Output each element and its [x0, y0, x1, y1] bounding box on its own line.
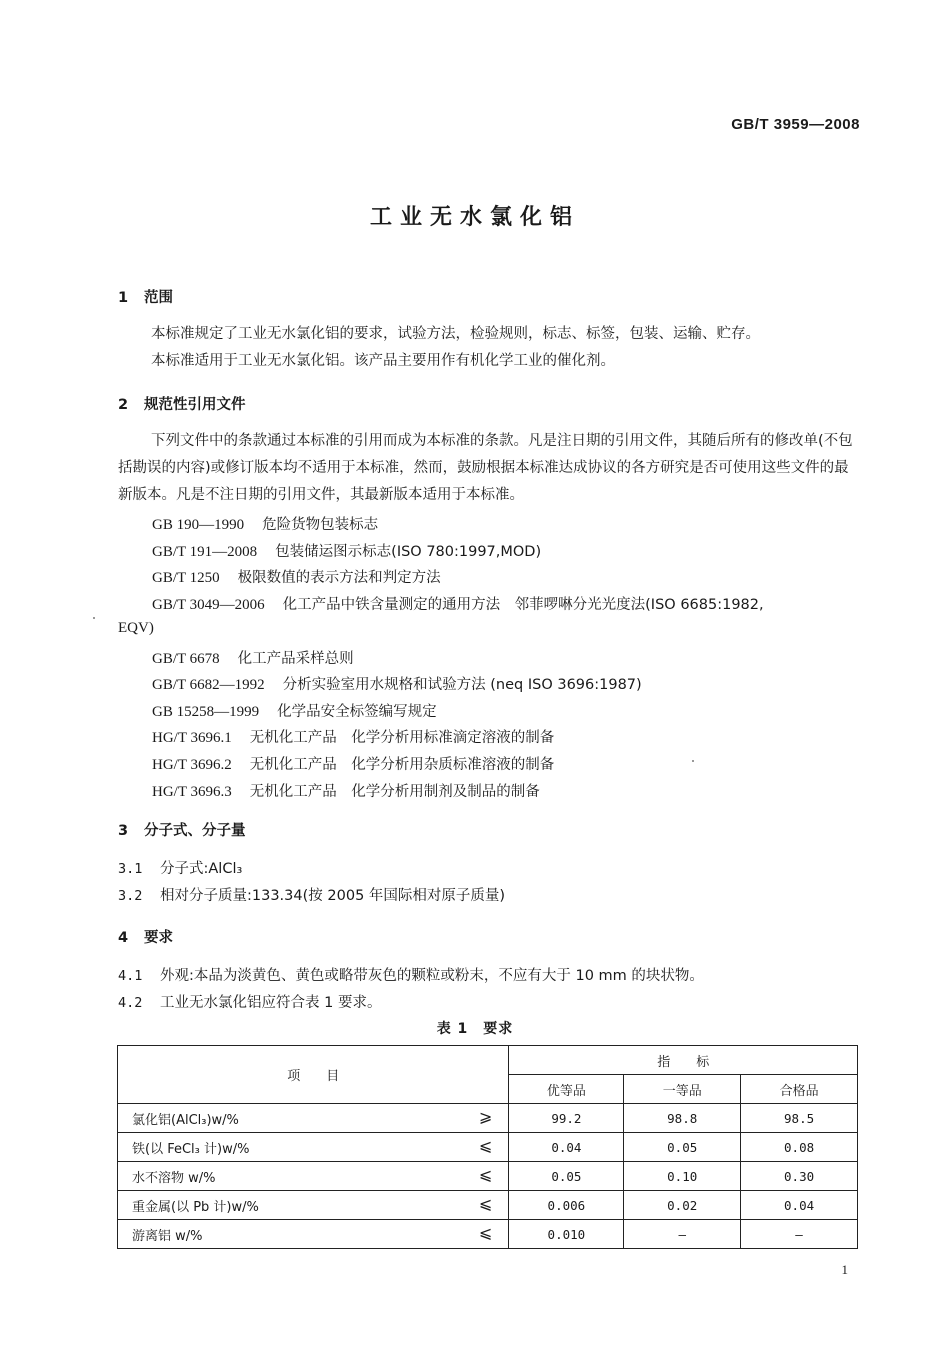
section-title: 分子式、分子量: [144, 823, 246, 839]
clause-item: [118, 991, 381, 1012]
section-3-heading: [118, 819, 246, 840]
reference-item: [152, 673, 642, 694]
row-item: 铁(以 FeCl₃ 计)w/% ⩽: [118, 1133, 509, 1162]
value-cell: 0.04: [509, 1133, 624, 1162]
value-cell: 98.8: [624, 1104, 741, 1133]
comparison-sign: ⩽: [479, 1193, 493, 1213]
reference-code: GB/T 1250: [152, 570, 220, 586]
scan-speck: [692, 760, 694, 762]
reference-code: GB/T 191—2008: [152, 544, 258, 560]
reference-code: GB/T 6682—1992: [152, 677, 265, 693]
reference-item: [152, 647, 354, 668]
reference-title: 化工产品采样总则: [237, 651, 354, 667]
table-header-row: [118, 1046, 858, 1075]
clause-number: 4.1: [118, 968, 143, 984]
reference-code: GB/T 3049—2006: [152, 597, 265, 613]
row-item: 游离铝 w/% ⩽: [118, 1220, 509, 1249]
section-4-heading: [118, 926, 173, 947]
reference-title: 无机化工产品 化学分析用标准滴定溶液的制备: [249, 730, 555, 746]
table-caption: 表 1 要求: [436, 1021, 514, 1037]
clause-item: [118, 857, 242, 878]
document-title: 工业无水氯化铝: [369, 205, 580, 230]
section-2-heading: [118, 393, 246, 414]
reference-item: [152, 700, 437, 721]
reference-title: 极限数值的表示方法和判定方法: [237, 570, 441, 586]
table-row: [118, 1133, 858, 1162]
value-cell: —: [624, 1220, 741, 1249]
header-index: 指 标: [509, 1046, 858, 1075]
reference-item: [152, 753, 554, 774]
reference-code: HG/T 3696.1: [152, 730, 232, 746]
value-cell: —: [741, 1220, 858, 1249]
table-row: [118, 1191, 858, 1220]
section-title: 范围: [144, 290, 173, 306]
reference-item: [152, 540, 541, 561]
value-cell: 0.05: [509, 1162, 624, 1191]
value-cell: 0.02: [624, 1191, 741, 1220]
reference-title: 包装储运图示标志(ISO 780:1997,MOD): [275, 544, 542, 560]
reference-code: GB 15258—1999: [152, 704, 260, 720]
table-row: [118, 1220, 858, 1249]
reference-item: [152, 780, 540, 801]
table-row: [118, 1162, 858, 1191]
value-cell: 0.04: [741, 1191, 858, 1220]
section-title: 要求: [144, 930, 173, 946]
value-cell: 0.30: [741, 1162, 858, 1191]
clause-text: 工业无水氯化铝应符合表 1 要求。: [160, 995, 382, 1011]
value-cell: 0.010: [509, 1220, 624, 1249]
grade-premium: 优等品: [509, 1075, 624, 1104]
section-number: 1: [118, 290, 129, 306]
row-item: 氯化铝(AlCl₃)w/% ⩾: [118, 1104, 509, 1133]
reference-continuation: EQV): [118, 620, 154, 636]
value-cell: 98.5: [741, 1104, 858, 1133]
comparison-sign: ⩽: [479, 1164, 493, 1184]
comparison-sign: ⩽: [479, 1135, 493, 1155]
reference-code: GB 190—1990: [152, 517, 245, 533]
reference-title: 分析实验室用水规格和试验方法 (neq ISO 3696:1987): [282, 677, 642, 693]
section-number: 3: [118, 823, 129, 839]
value-cell: 0.08: [741, 1133, 858, 1162]
table-row: [118, 1104, 858, 1133]
paragraph: 下列文件中的条款通过本标准的引用而成为本标准的条款。凡是注日期的引用文件，其随后所有的修改单(不包括勘误的内容)或修订版本均不适用于本标准，然而，鼓励根据本标准达成协议的各方研究是否可使用这些文件的最新版本。凡是不注日期的引用文件，其最新版本适用于本标准。: [118, 433, 853, 503]
value-cell: 99.2: [509, 1104, 624, 1133]
clause-number: 3.1: [118, 861, 143, 877]
reference-item: [152, 726, 554, 747]
reference-code: HG/T 3696.2: [152, 757, 232, 773]
paragraph: 本标准规定了工业无水氯化铝的要求，试验方法，检验规则，标志、标签，包装、运输、贮存。: [151, 326, 760, 342]
clause-text: 分子式:AlCl₃: [160, 861, 243, 877]
row-item: 重金属(以 Pb 计)w/% ⩽: [118, 1191, 509, 1220]
reference-title: 化工产品中铁含量测定的通用方法 邻菲啰啉分光光度法(ISO 6685:1982,: [282, 597, 764, 613]
standard-code: GB/T 3959—2008: [731, 116, 860, 133]
section-title: 规范性引用文件: [144, 397, 246, 413]
section-1-heading: [118, 286, 173, 307]
comparison-sign: ⩾: [479, 1106, 493, 1126]
clause-text: 外观:本品为淡黄色、黄色或略带灰色的颗粒或粉末，不应有大于 10 mm 的块状物。: [160, 968, 704, 984]
value-cell: 0.006: [509, 1191, 624, 1220]
grade-first: 一等品: [624, 1075, 741, 1104]
section-number: 2: [118, 397, 129, 413]
clause-text: 相对分子质量:133.34(按 2005 年国际相对原子质量): [160, 888, 506, 904]
header-item: 项 目: [118, 1046, 509, 1104]
reference-item: [152, 593, 764, 614]
section-number: 4: [118, 930, 129, 946]
reference-title: 危险货物包装标志: [262, 517, 379, 533]
reference-code: GB/T 6678: [152, 651, 220, 667]
reference-title: 无机化工产品 化学分析用制剂及制品的制备: [249, 784, 540, 800]
scan-speck: [93, 617, 95, 619]
reference-item: [152, 566, 441, 587]
value-cell: 0.05: [624, 1133, 741, 1162]
clause-number: 3.2: [118, 888, 143, 904]
requirements-table: [117, 1045, 858, 1249]
reference-item: [152, 513, 378, 534]
grade-qualified: 合格品: [741, 1075, 858, 1104]
clause-number: 4.2: [118, 995, 143, 1011]
value-cell: 0.10: [624, 1162, 741, 1191]
row-item: 水不溶物 w/% ⩽: [118, 1162, 509, 1191]
clause-item: [118, 884, 505, 905]
reference-code: HG/T 3696.3: [152, 784, 232, 800]
reference-title: 无机化工产品 化学分析用杂质标准溶液的制备: [249, 757, 555, 773]
reference-title: 化学品安全标签编写规定: [277, 704, 437, 720]
paragraph: 本标准适用于工业无水氯化铝。该产品主要用作有机化学工业的催化剂。: [151, 353, 615, 369]
page-number: 1: [841, 1262, 848, 1277]
clause-item: [118, 964, 704, 985]
comparison-sign: ⩽: [479, 1222, 493, 1242]
